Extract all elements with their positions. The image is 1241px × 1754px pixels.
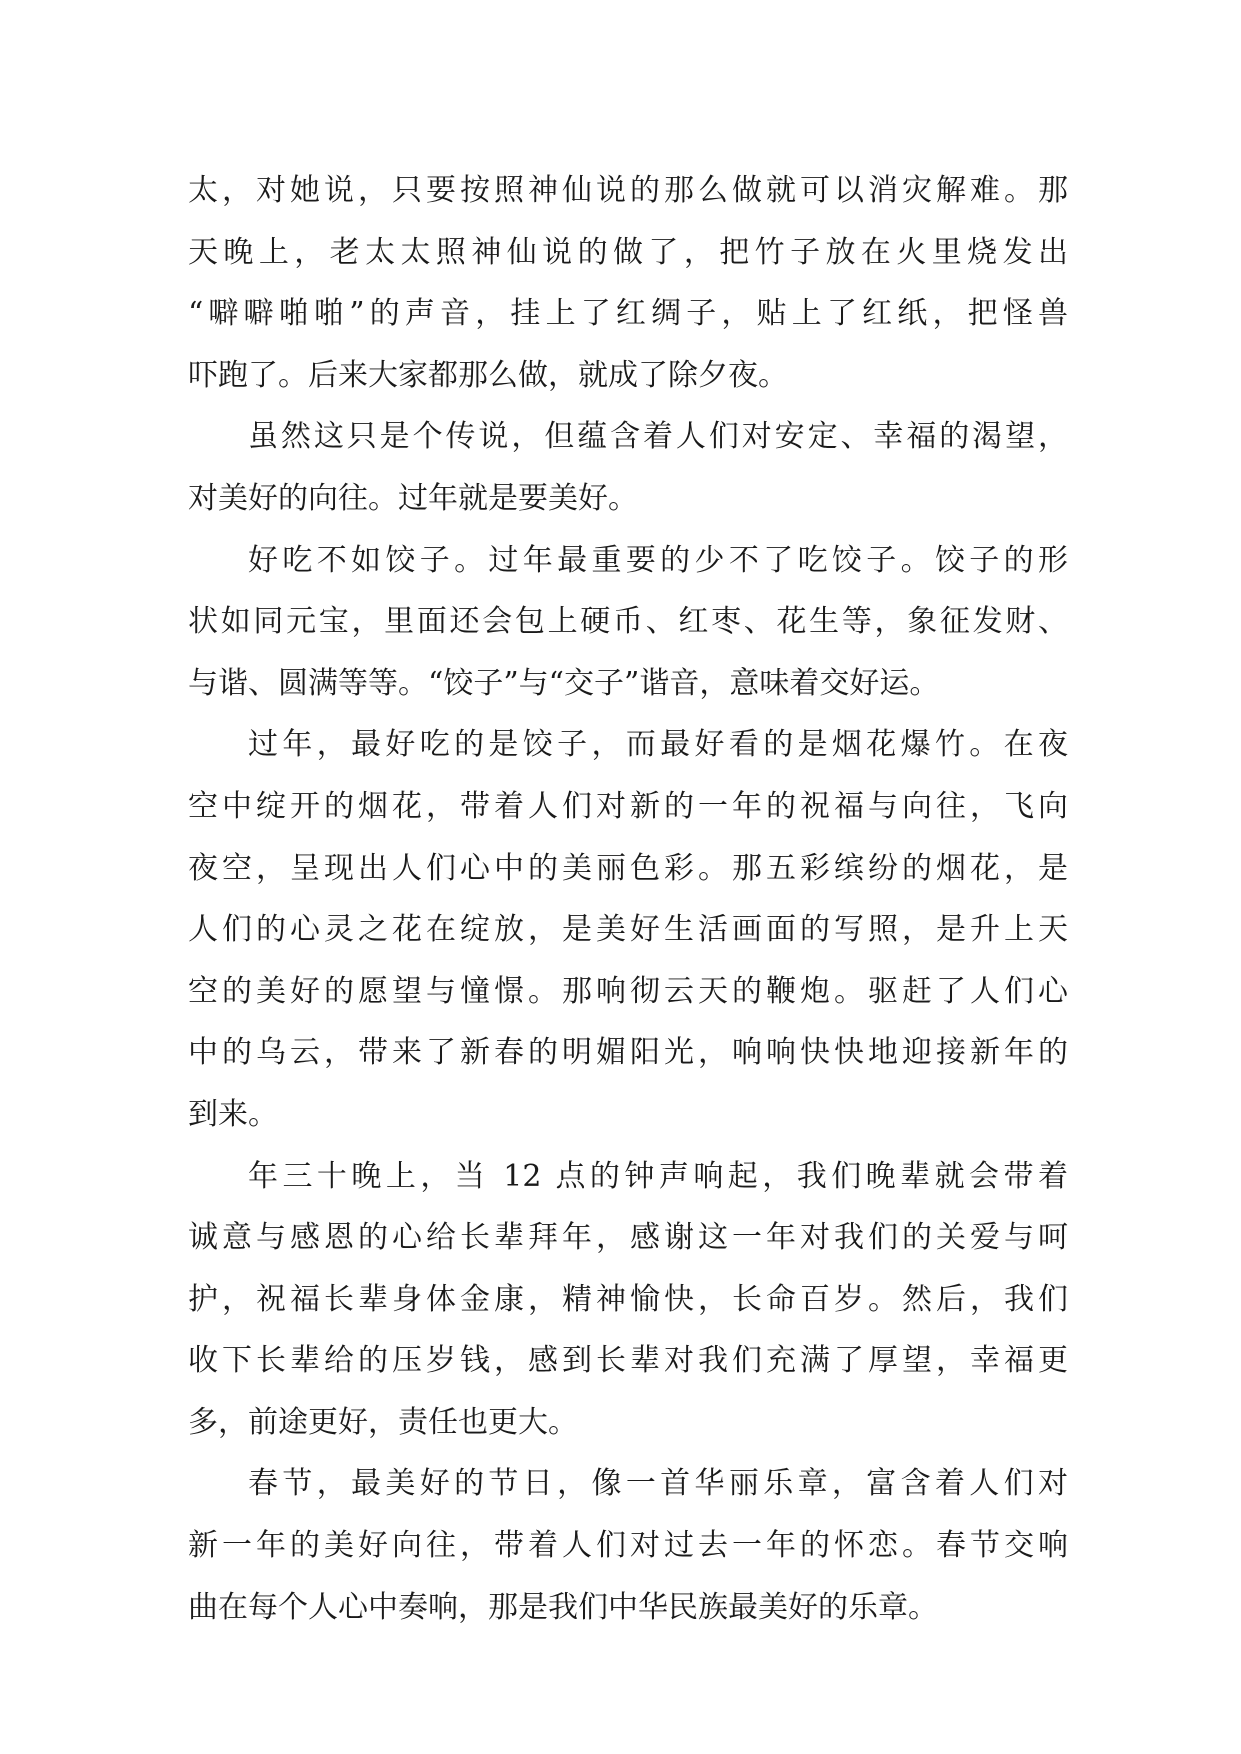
paragraph-line: 中的乌云，带来了新春的明媚阳光，响响快快地迎接新年的 bbox=[188, 1035, 1068, 1071]
paragraph-line: 好吃不如饺子。过年最重要的少不了吃饺子。饺子的形 bbox=[248, 542, 1068, 578]
paragraph-line: 虽然这只是个传说，但蕴含着人们对安定、幸福的渴望， bbox=[248, 419, 1068, 455]
paragraph-line: 夜空，呈现出人们心中的美丽色彩。那五彩缤纷的烟花，是 bbox=[188, 850, 1068, 886]
paragraph bbox=[188, 160, 1068, 406]
paragraph-line: 新一年的美好向往，带着人们对过去一年的怀恋。春节交响 bbox=[188, 1528, 1068, 1564]
paragraph-line: 对美好的向往。过年就是要美好。 bbox=[188, 480, 638, 516]
paragraph-line: 到来。 bbox=[188, 1096, 278, 1132]
paragraph-line: 过年，最好吃的是饺子，而最好看的是烟花爆竹。在夜 bbox=[248, 727, 1068, 763]
paragraph-line: 曲在每个人心中奏响，那是我们中华民族最美好的乐章。 bbox=[188, 1589, 938, 1625]
paragraph-line: 春节，最美好的节日，像一首华丽乐章，富含着人们对 bbox=[248, 1466, 1068, 1502]
paragraph-line: 太，对她说，只要按照神仙说的那么做就可以消灾解难。那 bbox=[188, 173, 1068, 208]
paragraph bbox=[188, 406, 1068, 529]
paragraph-line: 空的美好的愿望与憧憬。那响彻云天的鞭炮。驱赶了人们心 bbox=[188, 973, 1068, 1009]
paragraph-line: “噼噼啪啪”的声音，挂上了红绸子，贴上了红纸，把怪兽 bbox=[188, 296, 1068, 332]
paragraph-line: 诚意与感恩的心给长辈拜年，感谢这一年对我们的关爱与呵 bbox=[188, 1220, 1068, 1256]
paragraph-line: 状如同元宝，里面还会包上硬币、红枣、花生等，象征发财、 bbox=[188, 604, 1068, 640]
paragraph-line: 护，祝福长辈身体金康，精神愉快，长命百岁。然后，我们 bbox=[188, 1281, 1068, 1317]
paragraph-line: 空中绽开的烟花，带着人们对新的一年的祝福与向往，飞向 bbox=[188, 788, 1068, 824]
paragraph bbox=[188, 714, 1068, 1145]
paragraph-line: 收下长辈给的压岁钱，感到长辈对我们充满了厚望，幸福更 bbox=[188, 1343, 1068, 1379]
document-body bbox=[188, 160, 1068, 1638]
paragraph bbox=[188, 1453, 1068, 1638]
paragraph bbox=[188, 1146, 1068, 1454]
paragraph-line: 人们的心灵之花在绽放，是美好生活画面的写照，是升上天 bbox=[188, 912, 1068, 948]
paragraph-line: 年三十晚上，当 12 点的钟声响起，我们晚辈就会带着 bbox=[248, 1158, 1068, 1194]
paragraph-line: 吓跑了。后来大家都那么做，就成了除夕夜。 bbox=[188, 357, 788, 393]
paragraph-line: 天晚上，老太太照神仙说的做了，把竹子放在火里烧发出 bbox=[188, 234, 1068, 270]
paragraph bbox=[188, 530, 1068, 715]
paragraph-line: 多，前途更好，责任也更大。 bbox=[188, 1404, 578, 1440]
paragraph-line: 与谐、圆满等等。“饺子”与“交子”谐音，意味着交好运。 bbox=[188, 665, 940, 701]
